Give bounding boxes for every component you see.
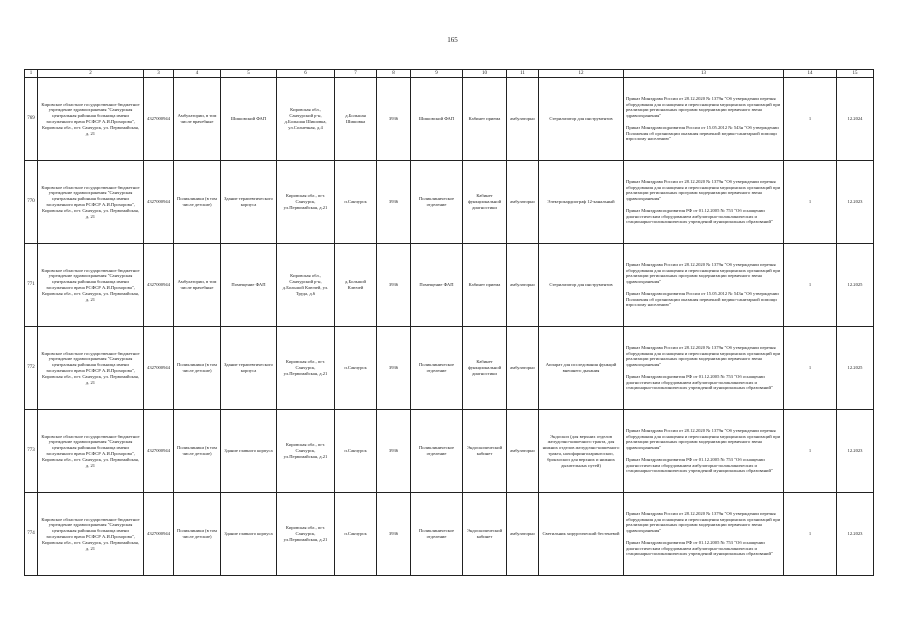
- regulation-cell: [624, 244, 784, 327]
- date-cell: 12.2025: [837, 244, 874, 327]
- table-row: [25, 493, 874, 576]
- unit-type-cell: Поликлиники (в том числе детские): [174, 410, 221, 493]
- regulation-text: Приказ Минздрава России от 28.12.2020 № 1379н "Об утверждении перечня оборудования для оснащения и переоснащения медицинских организаций при реализации региональных программ модернизации первичного звена здравоохранения": [626, 344, 781, 368]
- regulation-text: Приказ Минздравсоцразвития РФ от 01.12.2005 № 753 "Об оснащении диагностическим оборудованием амбулаторно-поликлинических и стационарно-поликлинических учреждений муниципальных образований": [626, 539, 773, 557]
- care-type-cell: амбулаторно: [507, 327, 539, 410]
- department-cell: Помещение ФАП: [411, 244, 463, 327]
- regulation-text: Приказ Минздрава России от 28.12.2020 № 1379н "Об утверждении перечня оборудования для оснащения и переоснащения медицинских организаций при реализации региональных программ модернизации первичного звена здравоохранения": [626, 510, 781, 534]
- column-header: 9: [411, 70, 463, 78]
- organization-cell: Кировское областное государственное бюджетное учреждение здравоохранения "Санчурская центральная районная больница имени заслуженного врача РСФСР А.И.Прохорова", Кировская обл., пгт. Санчурск, ул. Первомайская, д. 21: [38, 161, 144, 244]
- address-cell: Кировская обл., пгт. Санчурск, ул.Первомайская, д.21: [277, 161, 335, 244]
- equipment-cell: Стерилизатор для инструментов: [539, 244, 624, 327]
- care-type-cell: амбулаторно: [507, 78, 539, 161]
- locality-cell: п.Санчурск: [335, 410, 377, 493]
- equipment-cell: Аппарат для исследования функций внешнего дыхания: [539, 327, 624, 410]
- organization-cell: Кировское областное государственное бюджетное учреждение здравоохранения "Санчурская центральная районная больница имени заслуженного врача РСФСР А.И.Прохорова", Кировская обл., пгт. Санчурск, ул. Первомайская, д. 21: [38, 327, 144, 410]
- row-number: 771: [25, 244, 38, 327]
- cabinet-cell: Эндоскопический кабинет: [463, 410, 507, 493]
- column-header: 14: [784, 70, 837, 78]
- page-number: 165: [447, 36, 458, 44]
- column-header: 15: [837, 70, 874, 78]
- address-cell: Кировская обл., пгт. Санчурск, ул.Первомайская, д.21: [277, 493, 335, 576]
- quantity-cell: 1: [784, 161, 837, 244]
- regulation-text: Приказ Минздравсоцразвития РФ от 01.12.2005 № 753 "Об оснащении диагностическим оборудованием амбулаторно-поликлинических и стационарно-поликлинических учреждений муниципальных образований": [626, 373, 773, 391]
- room-cell: Помещение ФАП: [221, 244, 277, 327]
- equipment-table: [24, 69, 874, 576]
- organization-cell: Кировское областное государственное бюджетное учреждение здравоохранения "Санчурская центральная районная больница имени заслуженного врача РСФСР А.И.Прохорова", Кировская обл., пгт. Санчурск, ул. Первомайская, д. 21: [38, 78, 144, 161]
- column-header: 3: [144, 70, 174, 78]
- department-cell: Поликлиническое отделение: [411, 327, 463, 410]
- care-type-cell: амбулаторно: [507, 161, 539, 244]
- column-header: 5: [221, 70, 277, 78]
- organization-cell: Кировское областное государственное бюджетное учреждение здравоохранения "Санчурская центральная районная больница имени заслуженного врача РСФСР А.И.Прохорова", Кировская обл., пгт. Санчурск, ул. Первомайская, д. 21: [38, 410, 144, 493]
- regulation-cell: [624, 410, 784, 493]
- unit-type-cell: Амбулатории, в том числе врачебные: [174, 78, 221, 161]
- unit-type-cell: Амбулатории, в том числе врачебные: [174, 244, 221, 327]
- regulation-text: Приказ Минздравсоцразвития России от 15.05.2012 № 543н "Об утверждении Положения об организации оказания первичной медико-санитарной помощи взрослому населению": [626, 290, 779, 308]
- column-header: 1: [25, 70, 38, 78]
- column-header: 7: [335, 70, 377, 78]
- date-cell: 12.2023: [837, 161, 874, 244]
- cabinet-cell: Эндоскопический кабинет: [463, 493, 507, 576]
- cabinet-cell: Кабинет приема: [463, 78, 507, 161]
- inn-cell: 4327000944: [144, 161, 174, 244]
- date-cell: 12.2023: [837, 493, 874, 576]
- regulation-text: Приказ Минздравсоцразвития РФ от 01.12.2005 № 753 "Об оснащении диагностическим оборудованием амбулаторно-поликлинических и стационарно-поликлинических учреждений муниципальных образований": [626, 456, 773, 474]
- address-cell: Кировская обл., Санчурский р-н, д.Большой Ключей, ул. Труда, д.6: [277, 244, 335, 327]
- row-number: 769: [25, 78, 38, 161]
- room-cell: Шишовский ФАП: [221, 78, 277, 161]
- table-row: [25, 244, 874, 327]
- column-header: 12: [539, 70, 624, 78]
- inn-cell: 4327000944: [144, 244, 174, 327]
- code-cell: 3936: [377, 327, 411, 410]
- regulation-text: Приказ Минздрава России от 28.12.2020 № 1379н "Об утверждении перечня оборудования для оснащения и переоснащения медицинских организаций при реализации региональных программ модернизации первичного звена здравоохранения": [626, 95, 781, 119]
- care-type-cell: амбулаторно: [507, 493, 539, 576]
- equipment-cell: Светильник хирургический бестеневой: [539, 493, 624, 576]
- organization-cell: Кировское областное государственное бюджетное учреждение здравоохранения "Санчурская центральная районная больница имени заслуженного врача РСФСР А.И.Прохорова", Кировская обл., пгт. Санчурск, ул. Первомайская, д. 21: [38, 493, 144, 576]
- quantity-cell: 1: [784, 244, 837, 327]
- inn-cell: 4327000944: [144, 327, 174, 410]
- table-row: [25, 410, 874, 493]
- code-cell: 3936: [377, 244, 411, 327]
- table-row: [25, 161, 874, 244]
- cabinet-cell: Кабинет функциональной диагностики: [463, 161, 507, 244]
- quantity-cell: 1: [784, 78, 837, 161]
- date-cell: 12.2023: [837, 410, 874, 493]
- organization-cell: Кировское областное государственное бюджетное учреждение здравоохранения "Санчурская центральная районная больница имени заслуженного врача РСФСР А.И.Прохорова", Кировская обл., пгт. Санчурск, ул. Первомайская, д. 21: [38, 244, 144, 327]
- date-cell: 12.2025: [837, 327, 874, 410]
- department-cell: Шишовский ФАП: [411, 78, 463, 161]
- locality-cell: д.Большая Шишовка: [335, 78, 377, 161]
- department-cell: Поликлиническое отделение: [411, 161, 463, 244]
- column-header: 6: [277, 70, 335, 78]
- regulation-text: Приказ Минздрава России от 28.12.2020 № 1379н "Об утверждении перечня оборудования для оснащения и переоснащения медицинских организаций при реализации региональных программ модернизации первичного звена здравоохранения": [626, 261, 781, 285]
- quantity-cell: 1: [784, 327, 837, 410]
- row-number: 770: [25, 161, 38, 244]
- code-cell: 3936: [377, 78, 411, 161]
- inn-cell: 4327000944: [144, 410, 174, 493]
- column-header: 8: [377, 70, 411, 78]
- locality-cell: п.Санчурск: [335, 161, 377, 244]
- regulation-cell: [624, 78, 784, 161]
- row-number: 773: [25, 410, 38, 493]
- regulation-cell: [624, 161, 784, 244]
- department-cell: Поликлиническое отделение: [411, 410, 463, 493]
- address-cell: Кировская обл., Санчурский р-н, д.Большая Шишовка, ул.Солнечная, д.4: [277, 78, 335, 161]
- regulation-text: Приказ Минздравсоцразвития России от 15.05.2012 № 543н "Об утверждении Положения об организации оказания первичной медико-санитарной помощи взрослому населению": [626, 124, 779, 142]
- equipment-cell: Стерилизатор для инструментов: [539, 78, 624, 161]
- table-row: [25, 78, 874, 161]
- care-type-cell: амбулаторно: [507, 410, 539, 493]
- code-cell: 3936: [377, 410, 411, 493]
- unit-type-cell: Поликлиники (в том числе детские): [174, 161, 221, 244]
- room-cell: Здание главного корпуса: [221, 410, 277, 493]
- locality-cell: п.Санчурск: [335, 493, 377, 576]
- cabinet-cell: Кабинет приема: [463, 244, 507, 327]
- address-cell: Кировская обл., пгт. Санчурск, ул.Первомайская, д.21: [277, 327, 335, 410]
- quantity-cell: 1: [784, 493, 837, 576]
- column-header: 10: [463, 70, 507, 78]
- inn-cell: 4327000944: [144, 78, 174, 161]
- equipment-cell: Электрокардиограф 12-канальный: [539, 161, 624, 244]
- row-number: 774: [25, 493, 38, 576]
- room-cell: Здание главного корпуса: [221, 493, 277, 576]
- column-header: 11: [507, 70, 539, 78]
- address-cell: Кировская обл., пгт. Санчурск, ул.Первомайская, д.21: [277, 410, 335, 493]
- row-number: 772: [25, 327, 38, 410]
- department-cell: Поликлиническое отделение: [411, 493, 463, 576]
- column-header: 4: [174, 70, 221, 78]
- code-cell: 3936: [377, 161, 411, 244]
- locality-cell: п.Санчурск: [335, 327, 377, 410]
- column-header: 2: [38, 70, 144, 78]
- quantity-cell: 1: [784, 410, 837, 493]
- inn-cell: 4327000944: [144, 493, 174, 576]
- header-row: [25, 70, 874, 78]
- unit-type-cell: Поликлиники (в том числе детские): [174, 327, 221, 410]
- date-cell: 12.2024: [837, 78, 874, 161]
- regulation-text: Приказ Минздравсоцразвития РФ от 01.12.2005 № 753 "Об оснащении диагностическим оборудованием амбулаторно-поликлинических и стационарно-поликлинических учреждений муниципальных образований": [626, 207, 773, 225]
- column-header: 13: [624, 70, 784, 78]
- unit-type-cell: Поликлиники (в том числе детские): [174, 493, 221, 576]
- regulation-text: Приказ Минздрава России от 28.12.2020 № 1379н "Об утверждении перечня оборудования для оснащения и переоснащения медицинских организаций при реализации региональных программ модернизации первичного звена здравоохранения": [626, 427, 781, 451]
- cabinet-cell: Кабинет функциональной диагностики: [463, 327, 507, 410]
- code-cell: 3936: [377, 493, 411, 576]
- room-cell: Здание терапевтического корпуса: [221, 161, 277, 244]
- care-type-cell: амбулаторно: [507, 244, 539, 327]
- regulation-text: Приказ Минздрава России от 28.12.2020 № 1379н "Об утверждении перечня оборудования для оснащения и переоснащения медицинских организаций при реализации региональных программ модернизации первичного звена здравоохранения": [626, 178, 781, 202]
- room-cell: Здание терапевтического корпуса: [221, 327, 277, 410]
- table-row: [25, 327, 874, 410]
- equipment-cell: Эндоскоп (для верхних отделов желудочно-кишечного тракта, для нижних отделов желудочно-кишечного тракта, назофаринголарингоскоп, бронхоскоп для верхних и нижних дыхательных путей): [539, 410, 624, 493]
- locality-cell: д.Большой Ключей: [335, 244, 377, 327]
- regulation-cell: [624, 327, 784, 410]
- regulation-cell: [624, 493, 784, 576]
